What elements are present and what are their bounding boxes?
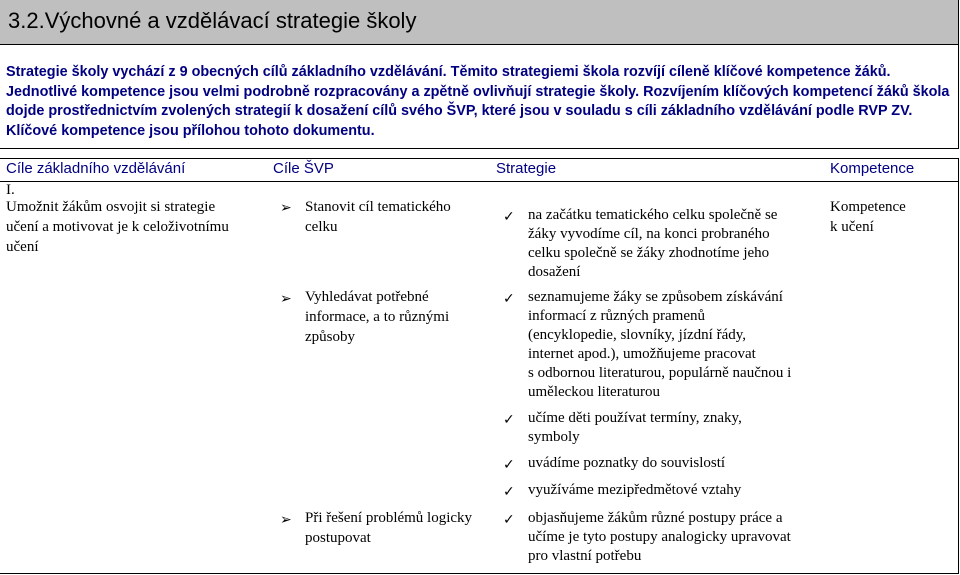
strategy-1-line-2: žáky vyvodíme cíl, na konci probraného xyxy=(528,226,770,242)
intro-paragraph: Strategie školy vychází z 9 obecných cílů základního vzdělávání. Těmito strategiemi škola rozvíjí cíleně klíčové kompetence žáků. Jednotlivé kompetence jsou velmi podrobně rozpracovány a zpětně ovlivňují strategie školy. Rozvíjením klíčových kompetencí žáků škola dojde prostřednictvím zvolených strategií k dosažení cílů svého ŠVP, které jsou v souladu s cíli základního vzdělávání podle RVP ZV. Klíčové kompetence jsou přílohou tohoto dokumentu. xyxy=(6,64,950,139)
strategy-2-line-1: seznamujeme žáky se způsobem získávání xyxy=(528,289,783,305)
svp-item-1-line-1: Stanovit cíl tematického xyxy=(305,199,451,215)
row-number: I. xyxy=(6,182,15,198)
competence-line-2: k učení xyxy=(830,219,874,235)
strategy-6-line-3: pro vlastní potřebu xyxy=(528,548,642,564)
strategy-2-line-4: internet apod.), umožňujeme pracovat xyxy=(528,346,756,362)
strategy-2-line-5: s odbornou literaturou, populárně naučnou i xyxy=(528,365,792,381)
svp-item-2-line-1: Vyhledávat potřebné xyxy=(305,289,429,305)
svp-item-3-line-1: Při řešení problémů logicky xyxy=(305,510,473,526)
strategy-1-line-1: na začátku tematického celku společně se xyxy=(528,207,778,223)
arrow-bullet-icon: ➢ xyxy=(280,291,292,307)
goal-line-1: Umožnit žákům osvojit si strategie xyxy=(6,199,216,215)
strategy-2-line-3: (encyklopedie, slovníky, jízdní řády, xyxy=(528,327,746,343)
strategy-2-line-6: uměleckou literaturou xyxy=(528,384,661,400)
header-competence: Kompetence xyxy=(830,160,915,177)
strategy-1-line-3: celku společně se žáky zhodnotíme jeho xyxy=(528,245,770,261)
strategy-2-line-2: informací z různých pramenů xyxy=(528,308,706,324)
svp-item-2-line-3: způsoby xyxy=(305,329,355,345)
header-strategy: Strategie xyxy=(496,160,557,177)
goal-line-3: učení xyxy=(6,239,39,255)
svp-item-2-line-2: informace, a to různými xyxy=(305,309,450,325)
arrow-bullet-icon: ➢ xyxy=(280,512,292,528)
strategy-6-line-1: objasňujeme žákům různé postupy práce a xyxy=(528,510,783,526)
check-bullet-icon: ✓ xyxy=(503,291,515,307)
svp-item-1-line-2: celku xyxy=(305,219,338,235)
strategy-4-line-1: uvádíme poznatky do souvislostí xyxy=(528,455,726,471)
check-bullet-icon: ✓ xyxy=(503,209,515,225)
strategy-3-line-2: symboly xyxy=(528,429,580,445)
svp-item-3-line-2: postupovat xyxy=(305,530,371,546)
header-svp: Cíle ŠVP xyxy=(273,160,334,177)
header-goals: Cíle základního vzdělávání xyxy=(6,160,186,177)
strategy-5-line-1: využíváme mezipředmětové vztahy xyxy=(528,482,742,498)
check-bullet-icon: ✓ xyxy=(503,484,515,500)
strategy-3-line-1: učíme děti používat termíny, znaky, xyxy=(528,410,742,426)
check-bullet-icon: ✓ xyxy=(503,512,515,528)
goal-line-2: učení a motivovat je k celoživotnímu xyxy=(6,219,229,235)
check-bullet-icon: ✓ xyxy=(503,412,515,428)
strategy-1-line-4: dosažení xyxy=(528,264,581,280)
table-body xyxy=(0,181,959,574)
section-title: 3.2.Výchovné a vzdělávací strategie školy xyxy=(8,8,417,33)
arrow-bullet-icon: ➢ xyxy=(280,200,292,216)
competence-line-1: Kompetence xyxy=(830,199,906,215)
strategy-6-line-2: učíme je tyto postupy analogicky upravovat xyxy=(528,529,791,545)
check-bullet-icon: ✓ xyxy=(503,457,515,473)
